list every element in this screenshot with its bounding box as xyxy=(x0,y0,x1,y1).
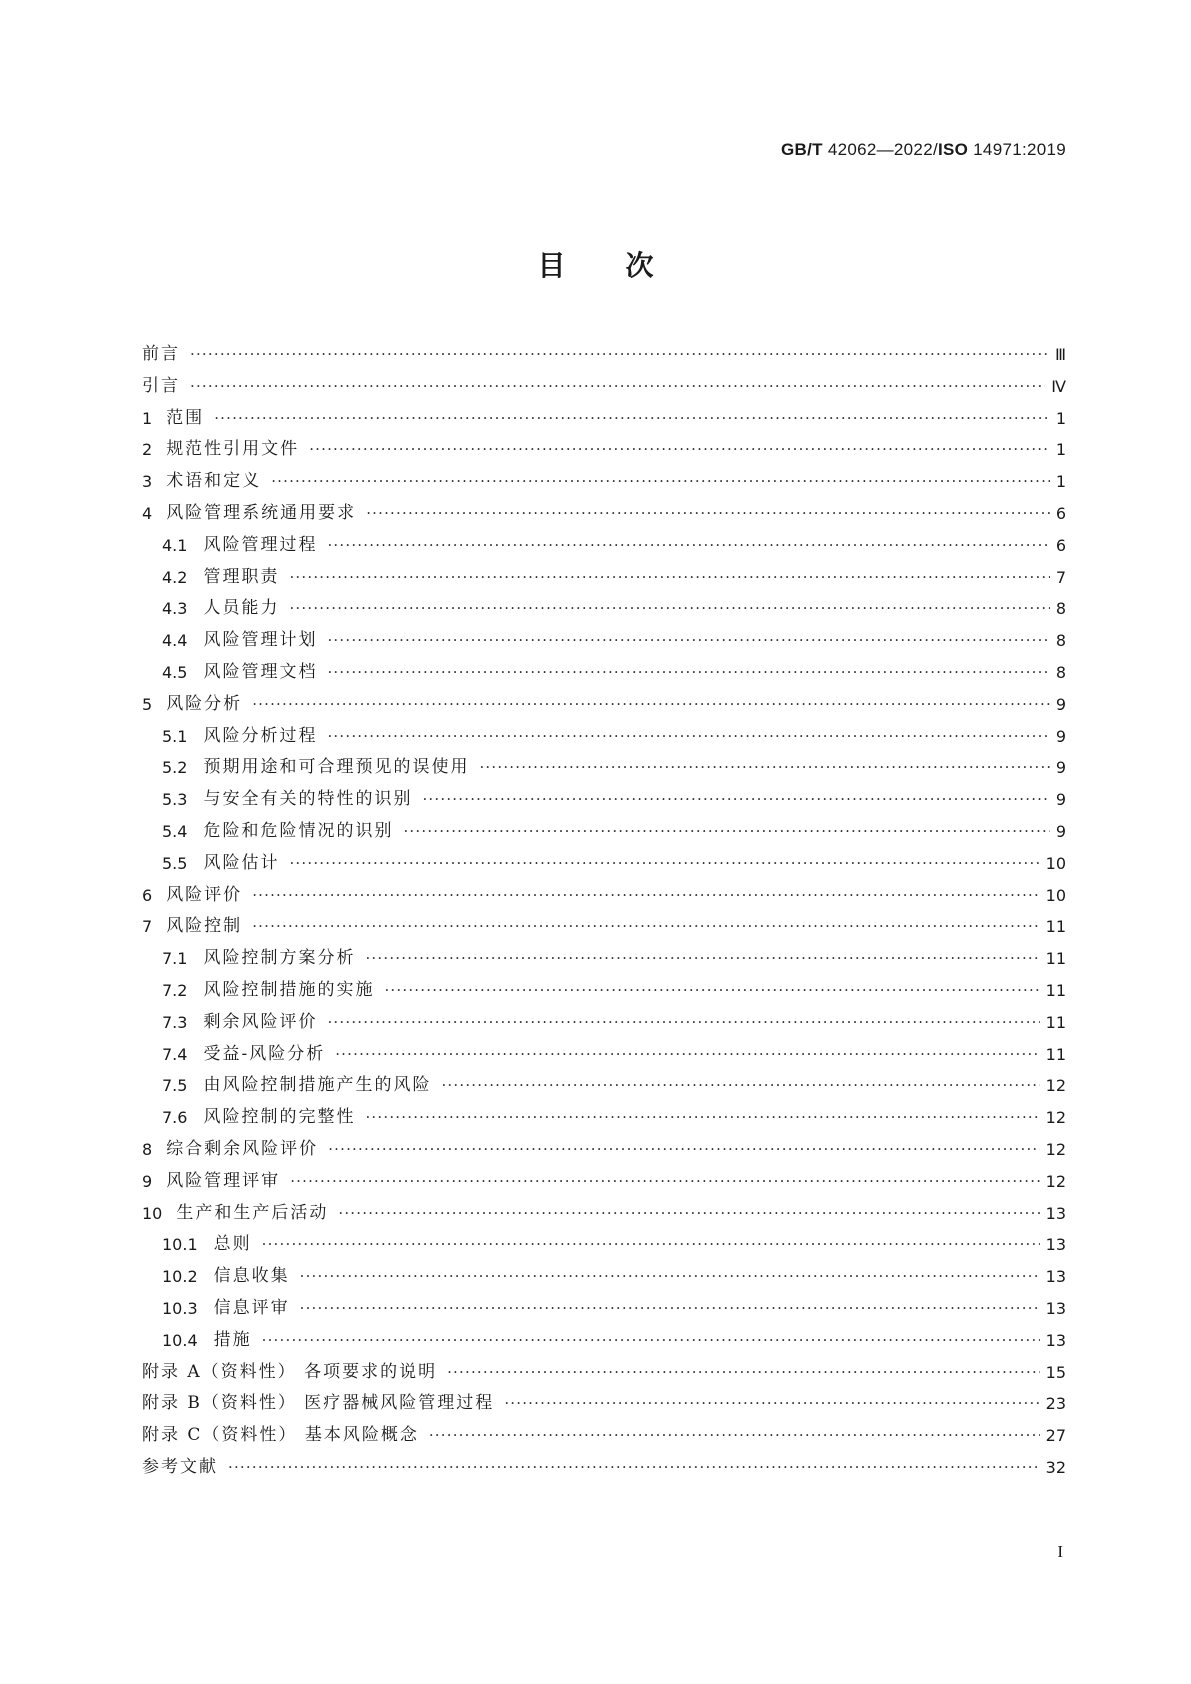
toc-entry[interactable] xyxy=(142,880,1066,912)
dot-leader xyxy=(290,1166,1039,1198)
dot-leader xyxy=(252,880,1039,912)
toc-entry-number: 4.3 xyxy=(162,599,188,619)
toc-entry-title: 风险分析过程 xyxy=(203,725,318,746)
dot-leader xyxy=(366,498,1050,530)
toc-entry-number: 4 xyxy=(142,503,153,523)
toc-entry[interactable] xyxy=(142,1102,1066,1134)
toc-entry-title: 剩余风险评价 xyxy=(203,1011,318,1032)
dot-leader xyxy=(327,1007,1039,1039)
toc-entry[interactable] xyxy=(142,848,1066,880)
dot-leader xyxy=(479,752,1049,784)
toc-entry-number: 5.1 xyxy=(162,726,188,746)
dot-leader xyxy=(289,848,1039,880)
toc-entry-number: 6 xyxy=(142,885,153,905)
toc-entry-title: 信息收集 xyxy=(213,1266,290,1287)
toc-entry[interactable] xyxy=(142,689,1066,721)
dot-leader xyxy=(214,403,1050,435)
dot-leader xyxy=(422,784,1049,816)
toc-entry[interactable] xyxy=(142,434,1066,466)
toc-entry-number: 5.5 xyxy=(162,853,188,873)
toc-entry-page: 15 xyxy=(1045,1362,1066,1382)
toc-entry-number: 5 xyxy=(142,694,153,714)
toc-entry-page: Ⅳ xyxy=(1051,376,1066,396)
dot-leader xyxy=(327,625,1049,657)
toc-entry-title: 风险评价 xyxy=(166,884,243,905)
toc-entry-title: 风险控制 xyxy=(166,916,243,937)
toc-entry-title: 引言 xyxy=(142,375,180,396)
dot-leader xyxy=(289,562,1049,594)
toc-entry-title: 风险控制的完整性 xyxy=(203,1107,356,1128)
toc-entry-title: 风险管理过程 xyxy=(203,534,318,555)
toc-entry-number: 5.4 xyxy=(162,821,188,841)
toc-entry-page: 9 xyxy=(1055,821,1066,841)
toc-entry-page: 11 xyxy=(1045,917,1066,937)
dot-leader xyxy=(328,1134,1039,1166)
toc-entry[interactable] xyxy=(142,1261,1066,1293)
dot-leader xyxy=(300,1293,1040,1325)
dot-leader xyxy=(190,339,1049,371)
dot-leader xyxy=(289,593,1049,625)
toc-entry-title: 附录 A（资料性） 各项要求的说明 xyxy=(142,1361,438,1382)
dot-leader xyxy=(252,689,1050,721)
toc-entry-number: 1 xyxy=(142,408,153,428)
dot-leader xyxy=(327,657,1049,689)
toc-entry-number: 10.4 xyxy=(162,1330,198,1350)
toc-entry[interactable] xyxy=(142,1166,1066,1198)
toc-entry-number: 10.3 xyxy=(162,1298,198,1318)
toc-entry[interactable] xyxy=(142,339,1066,371)
table-of-contents xyxy=(142,339,1066,1484)
toc-entry-title: 风险估计 xyxy=(203,852,280,873)
page-title: 目次 xyxy=(537,249,714,282)
toc-entry-title: 信息评审 xyxy=(213,1297,290,1318)
toc-entry-title: 管理职责 xyxy=(203,566,280,587)
toc-entry[interactable] xyxy=(142,1293,1066,1325)
standard-number-header xyxy=(781,140,1066,160)
toc-entry-page: 11 xyxy=(1045,949,1066,969)
iso-code: 14971:2019 xyxy=(968,140,1066,159)
toc-entry-page: 12 xyxy=(1045,1171,1066,1191)
toc-entry-page: 13 xyxy=(1045,1203,1066,1223)
toc-entry-number: 7 xyxy=(142,917,153,937)
page-number: I xyxy=(1057,1542,1063,1561)
toc-entry-title: 预期用途和可合理预见的误使用 xyxy=(203,757,470,778)
dot-leader xyxy=(335,1039,1039,1071)
toc-entry[interactable] xyxy=(142,466,1066,498)
toc-entry-title: 风险管理文档 xyxy=(203,661,318,682)
toc-entry-number: 3 xyxy=(142,472,153,492)
toc-entry-number: 4.5 xyxy=(162,662,188,682)
toc-entry[interactable] xyxy=(142,1357,1066,1389)
dot-leader xyxy=(190,371,1045,403)
toc-entry-title: 危险和危险情况的识别 xyxy=(203,820,394,841)
iso-prefix: ISO xyxy=(937,140,969,159)
toc-entry-title: 措施 xyxy=(213,1329,252,1350)
toc-entry[interactable] xyxy=(142,911,1066,943)
dot-leader xyxy=(441,1070,1039,1102)
toc-entry[interactable] xyxy=(142,625,1066,657)
dot-leader xyxy=(365,943,1039,975)
toc-entry-title: 前言 xyxy=(142,344,180,364)
toc-entry-title: 与安全有关的特性的识别 xyxy=(203,789,413,810)
standard-prefix: GB/T xyxy=(781,140,823,159)
dot-leader xyxy=(271,466,1050,498)
toc-entry-page: 12 xyxy=(1045,1076,1066,1096)
toc-entry[interactable] xyxy=(142,593,1066,625)
toc-entry[interactable] xyxy=(142,1134,1066,1166)
toc-entry-title: 风险管理系统通用要求 xyxy=(166,502,357,523)
toc-entry-page: 8 xyxy=(1055,662,1066,682)
toc-entry[interactable] xyxy=(142,1229,1066,1261)
toc-entry[interactable] xyxy=(142,784,1066,816)
toc-entry[interactable] xyxy=(142,943,1066,975)
toc-entry-number: 2 xyxy=(142,440,153,460)
dot-leader xyxy=(228,1452,1040,1484)
toc-entry-number: 10.1 xyxy=(162,1235,198,1255)
toc-entry[interactable] xyxy=(142,816,1066,848)
toc-entry-title: 总则 xyxy=(213,1234,252,1255)
toc-entry[interactable] xyxy=(142,1039,1066,1071)
toc-entry[interactable] xyxy=(142,1325,1066,1357)
dot-leader xyxy=(447,1357,1040,1389)
toc-entry-title: 综合剩余风险评价 xyxy=(166,1138,319,1159)
toc-entry-page: 8 xyxy=(1055,631,1066,651)
toc-entry-page: 11 xyxy=(1045,1012,1066,1032)
toc-entry-number: 8 xyxy=(142,1139,153,1159)
toc-entry-title: 生产和生产后活动 xyxy=(176,1202,329,1223)
toc-entry-title: 范围 xyxy=(166,407,205,428)
toc-entry[interactable] xyxy=(142,752,1066,784)
toc-entry-page: 9 xyxy=(1055,758,1066,778)
toc-entry-page: 32 xyxy=(1045,1457,1066,1477)
toc-entry-page: 9 xyxy=(1055,726,1066,746)
toc-entry[interactable] xyxy=(142,1452,1066,1484)
toc-entry-title: 规范性引用文件 xyxy=(166,439,300,460)
toc-entry[interactable] xyxy=(142,1007,1066,1039)
dot-leader xyxy=(300,1261,1040,1293)
toc-entry-number: 7.4 xyxy=(162,1044,188,1064)
toc-entry-page: 1 xyxy=(1055,472,1066,492)
toc-entry-number: 7.2 xyxy=(162,980,188,1000)
toc-entry[interactable] xyxy=(142,562,1066,594)
dot-leader xyxy=(327,530,1049,562)
toc-entry-title: 受益-风险分析 xyxy=(203,1043,326,1064)
toc-entry-number: 10 xyxy=(142,1203,163,1223)
toc-entry[interactable] xyxy=(142,1388,1066,1420)
toc-entry[interactable] xyxy=(142,721,1066,753)
toc-entry-title: 术语和定义 xyxy=(166,471,262,492)
toc-entry[interactable] xyxy=(142,498,1066,530)
dot-leader xyxy=(262,1229,1040,1261)
toc-entry-page: 10 xyxy=(1045,853,1066,873)
dot-leader xyxy=(309,434,1050,466)
toc-entry-number: 7.6 xyxy=(162,1108,188,1128)
toc-entry-number: 4.2 xyxy=(162,567,188,587)
toc-entry-page: 23 xyxy=(1045,1394,1066,1414)
dot-leader xyxy=(403,816,1049,848)
toc-entry-number: 5.2 xyxy=(162,758,188,778)
toc-entry-title: 附录 C（资料性） 基本风险概念 xyxy=(142,1425,419,1446)
dot-leader xyxy=(504,1388,1039,1420)
toc-entry-page: 27 xyxy=(1045,1426,1066,1446)
toc-entry-page: 1 xyxy=(1055,440,1066,460)
toc-entry-number: 7.3 xyxy=(162,1012,188,1032)
toc-entry-number: 7.1 xyxy=(162,949,188,969)
toc-entry-page: 6 xyxy=(1055,535,1066,555)
toc-entry-title: 人员能力 xyxy=(203,598,280,619)
toc-entry-page: 13 xyxy=(1045,1298,1066,1318)
toc-entry[interactable] xyxy=(142,1420,1066,1452)
toc-entry-number: 7.5 xyxy=(162,1076,188,1096)
toc-entry-page: 9 xyxy=(1055,790,1066,810)
toc-entry[interactable] xyxy=(142,403,1066,435)
toc-entry-title: 参考文献 xyxy=(142,1456,218,1477)
toc-entry-page: 11 xyxy=(1045,1044,1066,1064)
toc-entry[interactable] xyxy=(142,371,1066,403)
toc-entry-number: 5.3 xyxy=(162,790,188,810)
toc-entry-title: 风险控制方案分析 xyxy=(203,948,356,969)
toc-entry-number: 4.4 xyxy=(162,631,188,651)
toc-entry-page: 13 xyxy=(1045,1267,1066,1287)
toc-entry-page: 1 xyxy=(1055,408,1066,428)
toc-entry-page: 7 xyxy=(1055,567,1066,587)
toc-entry-page: 10 xyxy=(1045,885,1066,905)
toc-entry-title: 风险分析 xyxy=(166,693,243,714)
dot-leader xyxy=(365,1102,1039,1134)
toc-entry-title: 风险控制措施的实施 xyxy=(203,979,375,1000)
toc-entry-page: 12 xyxy=(1045,1108,1066,1128)
toc-entry-page: 9 xyxy=(1055,694,1066,714)
toc-entry-number: 9 xyxy=(142,1171,153,1191)
toc-entry-page: Ⅲ xyxy=(1054,345,1066,364)
toc-entry[interactable] xyxy=(142,1198,1066,1230)
toc-entry[interactable] xyxy=(142,975,1066,1007)
toc-entry-page: 8 xyxy=(1055,599,1066,619)
toc-entry-title: 风险管理计划 xyxy=(203,630,318,651)
dot-leader xyxy=(429,1420,1040,1452)
standard-code: 42062—2022/ xyxy=(822,140,938,159)
toc-entry[interactable] xyxy=(142,530,1066,562)
toc-entry-page: 12 xyxy=(1045,1139,1066,1159)
dot-leader xyxy=(384,975,1039,1007)
dot-leader xyxy=(252,911,1039,943)
toc-entry-title: 附录 B（资料性） 医疗器械风险管理过程 xyxy=(142,1393,495,1414)
toc-entry-page: 13 xyxy=(1045,1330,1066,1350)
toc-entry-number: 10.2 xyxy=(162,1267,198,1287)
toc-entry-page: 11 xyxy=(1045,980,1066,1000)
dot-leader xyxy=(338,1198,1039,1230)
toc-entry-title: 风险管理评审 xyxy=(166,1170,281,1191)
toc-entry[interactable] xyxy=(142,657,1066,689)
toc-entry-page: 13 xyxy=(1045,1235,1066,1255)
toc-entry-title: 由风险控制措施产生的风险 xyxy=(203,1075,432,1096)
toc-entry[interactable] xyxy=(142,1070,1066,1102)
toc-entry-number: 4.1 xyxy=(162,535,188,555)
toc-entry-page: 6 xyxy=(1055,503,1066,523)
dot-leader xyxy=(327,721,1049,753)
dot-leader xyxy=(262,1325,1040,1357)
